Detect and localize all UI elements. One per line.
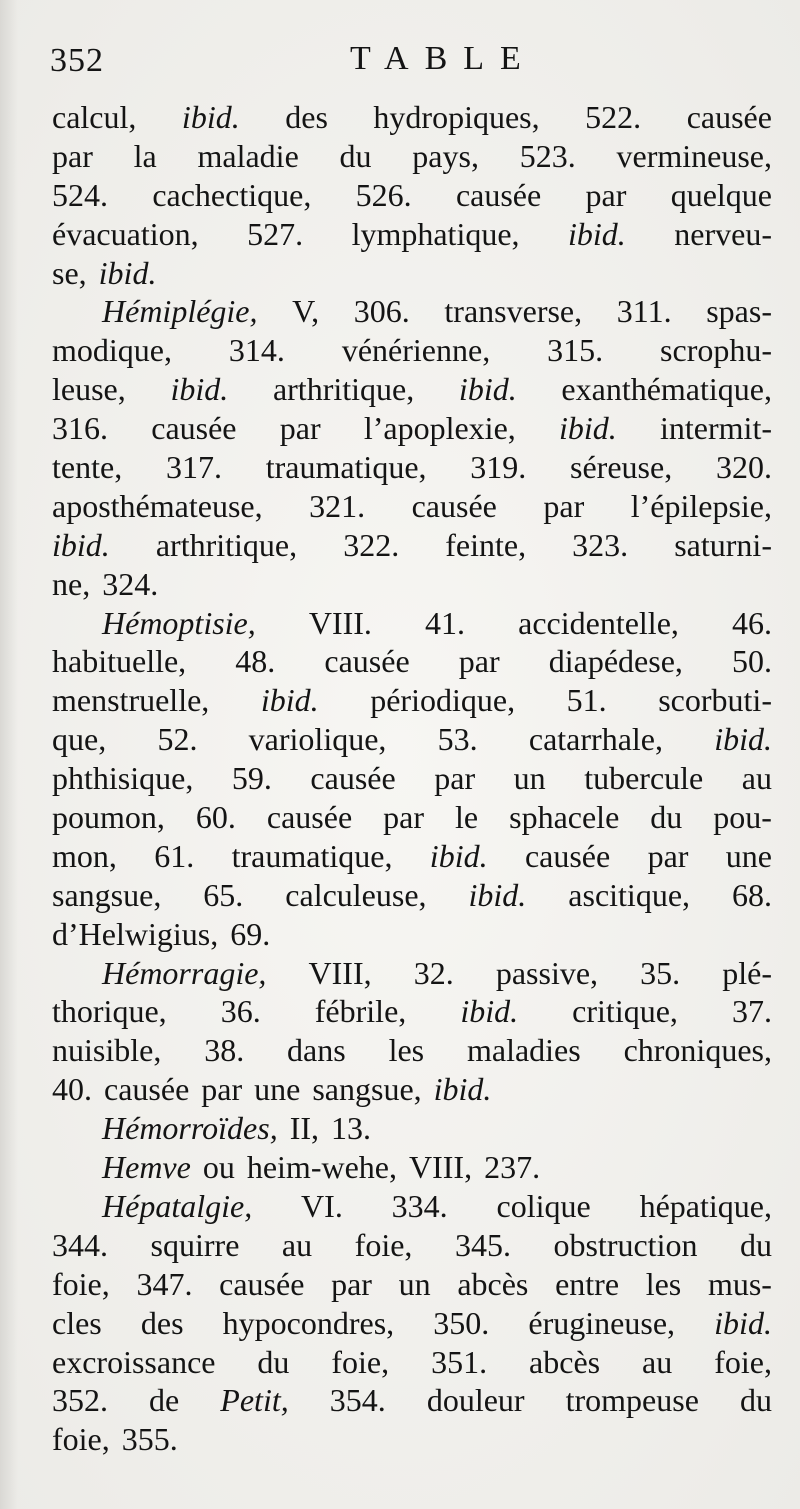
italic-word: ibid. <box>468 876 527 913</box>
text-line <box>52 798 772 837</box>
word: foie, <box>331 1343 390 1380</box>
word: 354. <box>329 1382 386 1419</box>
word: périodique, <box>370 682 516 719</box>
word: nerveu- <box>674 215 772 252</box>
text-line <box>52 215 772 254</box>
word: tubercule <box>584 760 704 797</box>
italic-word: ibid. <box>98 254 157 291</box>
text-line <box>52 1381 772 1420</box>
word: tente, <box>52 449 123 486</box>
word: 61. <box>154 837 195 874</box>
word: VIII. <box>308 604 372 641</box>
word: 35. <box>640 954 681 991</box>
word: variolique, <box>248 721 387 758</box>
word: 527. <box>247 215 304 252</box>
word: 51. <box>566 682 607 719</box>
word: 65. <box>203 876 244 913</box>
text-line <box>52 409 772 448</box>
text-line <box>52 759 772 798</box>
word: 352. <box>52 1382 108 1419</box>
word: lymphatique, <box>351 215 520 252</box>
word: 522. <box>585 99 642 135</box>
word: hépatique, <box>639 1187 772 1224</box>
word: aposthémateuse, <box>52 487 263 524</box>
word: par <box>543 487 585 524</box>
word: 315. <box>547 332 604 369</box>
word: de <box>149 1382 180 1419</box>
word: dans <box>287 1032 346 1069</box>
word: arthritique, <box>272 371 415 408</box>
word: critique, <box>572 993 678 1030</box>
word: 324. <box>102 565 159 602</box>
word: hydropiques, <box>373 99 540 135</box>
word: maladie <box>197 137 299 174</box>
text-line <box>52 331 772 370</box>
word: ne, <box>52 565 91 602</box>
word: accidentelle, <box>518 604 679 641</box>
italic-word: ibid. <box>714 1304 772 1341</box>
word: par <box>647 837 689 874</box>
word: 38. <box>204 1032 245 1069</box>
word: calcul, <box>52 99 137 135</box>
word: 323. <box>572 526 629 563</box>
word: l’épilepsie, <box>630 487 772 524</box>
word: feinte, <box>445 526 527 563</box>
text-line <box>52 1109 772 1148</box>
word: que, <box>52 721 107 758</box>
text-line <box>52 837 772 876</box>
word: hypocondres, <box>222 1304 395 1341</box>
word: ou <box>202 1149 235 1186</box>
text-line <box>52 954 772 993</box>
text-line <box>52 1304 772 1343</box>
text-line <box>52 915 772 954</box>
word: foie, <box>52 1421 110 1458</box>
italic-word: ibid. <box>460 993 519 1030</box>
italic-word: Hemve <box>102 1149 191 1186</box>
italic-word: ibid. <box>433 1071 492 1108</box>
word: au <box>281 1226 313 1263</box>
word: 60. <box>195 799 236 836</box>
text-line <box>52 1265 772 1304</box>
word: 524. <box>52 176 108 213</box>
word: des <box>140 1304 184 1341</box>
word: 53. <box>437 721 478 758</box>
page-number: 352 <box>50 42 104 79</box>
page-header <box>50 40 740 100</box>
word: du <box>739 1226 772 1263</box>
text-line <box>52 137 772 176</box>
text-line <box>52 526 772 565</box>
word: sangsue, <box>52 876 162 913</box>
word: causée <box>524 837 611 874</box>
word: 316. <box>52 410 108 447</box>
italic-word: Petit, <box>220 1382 289 1419</box>
word: 237. <box>484 1149 541 1186</box>
word: 321. <box>309 487 366 524</box>
word: traumatique, <box>265 449 427 486</box>
word: 36. <box>220 993 261 1030</box>
word: d’Helwigius, <box>52 915 219 952</box>
italic-word: Hépatalgie, <box>102 1187 253 1224</box>
word: une <box>254 1071 301 1108</box>
word: causée <box>411 487 497 524</box>
running-title: TABLE <box>350 40 537 77</box>
word: 523. <box>519 137 576 174</box>
text-line <box>52 1148 772 1187</box>
word: 314. <box>228 332 285 369</box>
word: foie, <box>714 1343 772 1380</box>
word: 350. <box>433 1304 490 1341</box>
word: diapédese, <box>548 643 683 680</box>
word: par <box>201 1071 243 1108</box>
text-line <box>52 1226 772 1265</box>
text-line <box>52 292 772 331</box>
word: 311. <box>616 293 672 330</box>
word: scrophu- <box>660 332 772 369</box>
italic-word: ibid. <box>181 99 240 135</box>
word: 319. <box>470 449 527 486</box>
word: séreuse, <box>570 449 673 486</box>
word: trompeuse <box>565 1382 699 1419</box>
italic-word: ibid. <box>429 837 488 874</box>
word: modique, <box>52 332 172 369</box>
word: 46. <box>731 604 772 641</box>
word: leuse, <box>52 371 126 408</box>
word: abcès <box>457 1265 529 1302</box>
word: II, <box>289 1110 319 1147</box>
word: l’apoplexie, <box>363 410 516 447</box>
word: VIII, <box>408 1149 473 1186</box>
word: pays, <box>412 137 479 174</box>
word: nuisible, <box>52 1032 162 1069</box>
text-line <box>52 487 772 526</box>
word: 306. <box>353 293 410 330</box>
text-line <box>52 1343 772 1382</box>
text-line <box>52 254 772 293</box>
word: mus- <box>707 1265 772 1302</box>
word: scorbuti- <box>658 682 772 719</box>
word: exanthématique, <box>561 371 772 408</box>
text-line <box>52 642 772 681</box>
word: au <box>642 1343 673 1380</box>
word: 355. <box>121 1421 178 1458</box>
word: causée <box>266 799 353 836</box>
word: abcès <box>529 1343 601 1380</box>
word: le <box>455 799 479 836</box>
word: causée <box>310 760 396 797</box>
page-edge-shadow <box>0 0 18 1509</box>
word: poumon, <box>52 799 165 836</box>
word: vénérienne, <box>341 332 491 369</box>
word: du <box>650 799 683 836</box>
word: par <box>434 760 476 797</box>
word: VIII, <box>308 954 372 991</box>
word: la <box>133 137 157 174</box>
word: entre <box>555 1265 620 1302</box>
text-line <box>52 1187 772 1226</box>
word: des <box>285 99 328 135</box>
word: calculeuse, <box>285 876 427 913</box>
word: causée <box>324 643 410 680</box>
word: saturni- <box>674 526 772 563</box>
word: causée <box>151 410 237 447</box>
word: cachectique, <box>152 176 312 213</box>
word: un <box>513 760 546 797</box>
word: 526. <box>355 176 412 213</box>
word: les <box>645 1265 682 1302</box>
word: 59. <box>231 760 272 797</box>
word: mon, <box>52 837 117 874</box>
word: un <box>398 1265 431 1302</box>
word: les <box>388 1032 425 1069</box>
word: par <box>331 1265 372 1302</box>
word: excroissance <box>52 1343 216 1380</box>
word: 32. <box>413 954 454 991</box>
italic-word: ibid. <box>714 721 772 758</box>
word: causée <box>686 99 772 135</box>
word: habituelle, <box>52 643 187 680</box>
word: heim-wehe, <box>246 1149 397 1186</box>
word: phthisique, <box>52 760 194 797</box>
word: foie, <box>52 1265 110 1302</box>
word: au <box>741 760 772 797</box>
text-line <box>52 176 772 215</box>
text-line <box>52 98 772 137</box>
word: sangsue, <box>312 1071 422 1108</box>
index-text-block <box>52 98 772 1459</box>
word: par <box>279 410 321 447</box>
word: du <box>257 1343 290 1380</box>
word: causée <box>104 1071 190 1108</box>
word: plé- <box>722 954 772 991</box>
word: vermineuse, <box>616 137 772 174</box>
text-line <box>52 876 772 915</box>
word: 50. <box>732 643 772 680</box>
word: 37. <box>731 993 772 1030</box>
text-line <box>52 720 772 759</box>
text-line <box>52 1420 772 1459</box>
word: douleur <box>426 1382 525 1419</box>
text-line <box>52 1031 772 1070</box>
word: une <box>725 837 772 874</box>
italic-word: ibid. <box>458 371 517 408</box>
word: spas- <box>706 293 772 330</box>
word: arthritique, <box>155 526 298 563</box>
word: ascitique, <box>568 876 691 913</box>
word: sphacele <box>509 799 620 836</box>
word: par <box>52 137 93 174</box>
word: 334. <box>391 1187 448 1224</box>
word: du <box>339 137 372 174</box>
text-line <box>52 992 772 1031</box>
text-line <box>52 370 772 409</box>
word: du <box>739 1382 772 1419</box>
word: obstruction <box>553 1226 698 1263</box>
word: 351. <box>431 1343 488 1380</box>
word: colique <box>496 1187 591 1224</box>
word: évacuation, <box>52 215 199 252</box>
word: 40. <box>52 1071 92 1108</box>
word: 320. <box>715 449 772 486</box>
italic-word: ibid. <box>170 371 229 408</box>
word: 68. <box>732 876 772 913</box>
word: 317. <box>165 449 222 486</box>
word: thorique, <box>52 993 167 1030</box>
word: pou- <box>713 799 772 836</box>
word: squirre <box>150 1226 240 1263</box>
italic-word: ibid. <box>568 215 626 252</box>
word: se, <box>52 254 87 291</box>
word: par <box>383 799 425 836</box>
italic-word: Hémoptisie, <box>102 604 256 641</box>
word: 69. <box>230 915 271 952</box>
word: causée <box>455 176 542 213</box>
word: 41. <box>425 604 466 641</box>
italic-word: ibid. <box>260 682 319 719</box>
word: chroniques, <box>623 1032 772 1069</box>
word: V, <box>292 293 320 330</box>
word: catarrhale, <box>528 721 663 758</box>
word: 344. <box>52 1226 108 1263</box>
word: transverse, <box>444 293 583 330</box>
italic-word: Hémorroïdes, <box>102 1110 278 1147</box>
italic-word: Hémiplégie, <box>102 293 258 330</box>
word: fébrile, <box>314 993 407 1030</box>
word: 322. <box>343 526 400 563</box>
word: foie, <box>354 1226 413 1263</box>
word: causée <box>219 1265 305 1302</box>
text-line <box>52 565 772 604</box>
italic-word: ibid. <box>52 526 110 563</box>
word: 52. <box>157 721 198 758</box>
word: menstruelle, <box>52 682 210 719</box>
text-line <box>52 604 772 643</box>
word: par <box>458 643 500 680</box>
italic-word: Hémorragie, <box>102 954 267 991</box>
text-line <box>52 448 772 487</box>
word: érugineuse, <box>528 1304 676 1341</box>
word: maladies <box>466 1032 581 1069</box>
italic-word: ibid. <box>559 410 617 447</box>
word: 345. <box>454 1226 511 1263</box>
word: traumatique, <box>231 837 393 874</box>
word: 48. <box>235 643 276 680</box>
word: passive, <box>495 954 599 991</box>
word: quelque <box>670 176 772 213</box>
word: cles <box>52 1304 102 1341</box>
word: VI. <box>301 1187 343 1224</box>
word: 347. <box>136 1265 193 1302</box>
text-line <box>52 681 772 720</box>
text-line <box>52 1070 772 1109</box>
word: intermit- <box>660 410 772 447</box>
word: par <box>585 176 627 213</box>
word: 13. <box>331 1110 371 1147</box>
